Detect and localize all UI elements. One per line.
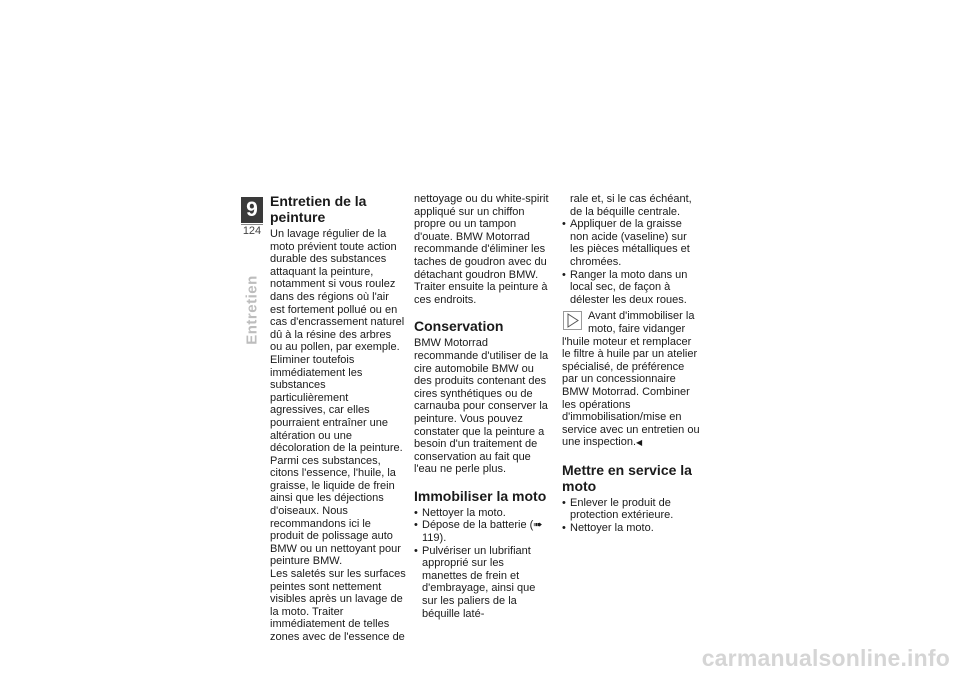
heading-paint-care: Entretien de la peinture — [270, 193, 367, 225]
list-item: • Enlever le produit de protection extérieure. — [562, 497, 702, 522]
heading-immobiliser: Immobiliser la moto — [414, 487, 547, 504]
note-body — [562, 336, 702, 450]
note-rest: l'huile moteur et remplacer le filtre à huile par un atelier spécialisé, de préférence par un concessionnaire BMW Motorrad. Combiner les opérations d'immobilisation/mise en service avec un entretien ou une inspection. — [562, 335, 700, 449]
list-item: • Appliquer de la graisse non acide (vaseline) sur les pièces métalliques et chromées. — [562, 218, 702, 268]
list-item: • Dépose de la batterie (➠ 119). — [414, 519, 550, 544]
list-item: • Pulvériser un lubrifiant approprié sur les manettes de frein et d'embrayage, ainsi que sur les paliers de la béquille laté- — [414, 545, 550, 621]
list-item: • Ranger la moto dans un local sec, de façon à délester les deux roues. — [562, 269, 702, 307]
paint-care-body: Un lavage régulier de la moto prévient toute action durable des substances attaquant la peinture, notamment si vous roulez dans des régions où l'air est fortement pollué ou en cas d'encrassement naturel dû à la résine des arbres ou au pollen, par exemple. Eliminer toutefois immédiatement les substances particulièrement agressives, car elles pourraient entraîner une altération ou une décoloration de la peinture. Parmi ces substances, citons l'essence, l'huile, la graisse, le liquide de frein ainsi que les déjections d'oiseaux. Nous recommandons ici le produit de polissage auto BMW ou un nettoyant pour peinture BMW. — [270, 228, 405, 568]
list-item: • Nettoyer la moto. — [414, 507, 550, 520]
list-item: • Nettoyer la moto. — [562, 522, 702, 535]
chapter-number-badge — [241, 197, 263, 223]
chapter-side-label: Entretien — [243, 275, 261, 345]
heading-service: Mettre en service la moto — [562, 461, 692, 494]
end-marker: ◀ — [636, 438, 643, 448]
column-2 — [414, 193, 550, 620]
immobiliser-list-continued — [562, 218, 702, 306]
watermark: carmanualsonline.info — [701, 645, 950, 671]
column-1 — [270, 193, 406, 644]
conservation-body: BMW Motorrad recommande d'utiliser de la cire automobile BMW ou des produits contenant des cires synthétiques ou de carnauba pour conserver la peinture. Vous pouvez constater que la peinture a besoin d'un traitement de conservation au fait que l'eau ne perle plus. — [414, 337, 549, 476]
heading-conservation: Conservation — [414, 318, 504, 335]
column-3 — [562, 193, 702, 535]
immobiliser-list — [414, 507, 550, 620]
paint-care-continued: nettoyage ou du white-spirit appliqué sur un chiffon propre ou un tampon d'ouate. BMW Motorrad recommande d'éliminer les taches de goudron avec du détachant goudron BMW. Traiter ensuite la peinture à ces endroits. — [414, 193, 549, 306]
note-triangle-icon — [563, 311, 582, 330]
note-block — [562, 310, 702, 335]
paint-care-body-2: Les saletés sur les surfaces peintes sont nettement visibles après un lavage de la moto. Traiter immédiatement de telles zones avec de l'essence de — [270, 568, 406, 643]
note-first-line: Avant d'immobiliser la moto, faire vidanger — [588, 310, 695, 335]
service-list — [562, 497, 702, 535]
immobiliser-continued: rale et, si le cas échéant, de la béquille centrale. — [570, 193, 692, 218]
chapter-number: 9 — [246, 198, 258, 221]
page-number: 124 — [242, 225, 262, 237]
